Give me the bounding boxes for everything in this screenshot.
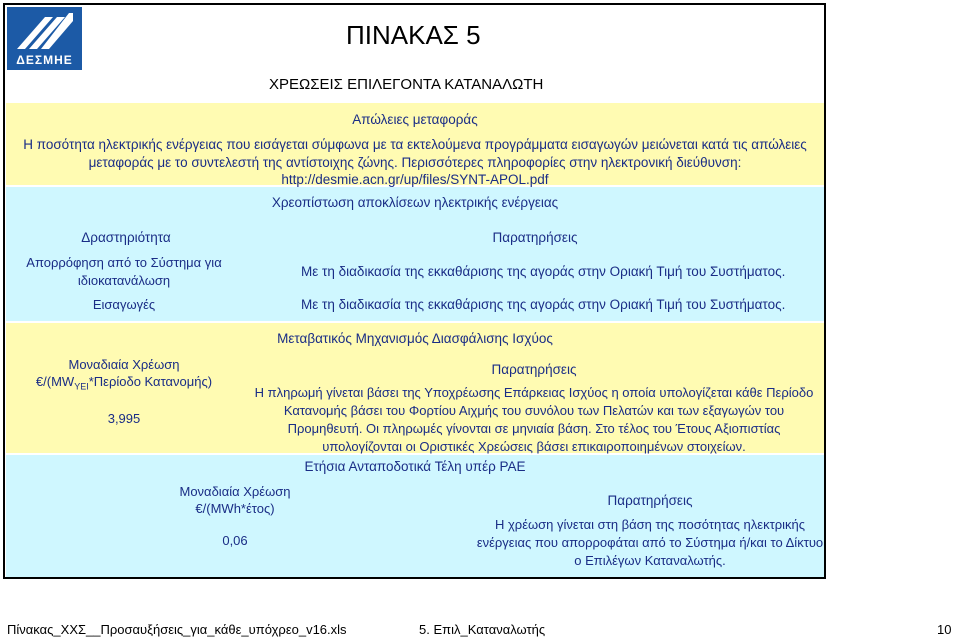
imbalance-heading: Χρεοπίστωση αποκλίσεων ηλεκτρικής ενέργειας <box>271 195 559 210</box>
capacity-unit-label: Μοναδιαία Χρέωση <box>68 357 180 372</box>
capacity-remarks: Η πληρωμή γίνεται βάσει της Υποχρέωσης Επάρκειας Ισχύος η οποία υπολογίζεται κάθε Περίοδο Κατανομής βάσει του Φορτίου Αιχμής του συνόλου των Πελατών και των εξαγωγών του Προμηθευτή. Οι πληρωμές γίνονται σε μηνιαία βάση. Στο τέλος του Έτους Αξιοπιστίας υπολογίζονται οι Οριστικές Χρεώσεις βάσει επικαιροποιημένων στοιχείων. <box>254 385 814 454</box>
losses-heading: Απώλειες μεταφοράς <box>352 112 478 127</box>
rae-value: 0,06 <box>222 533 248 548</box>
imbalance-col-activity: Δραστηριότητα <box>81 230 171 245</box>
logo-text: ΔΕΣΜΗΕ <box>16 53 73 67</box>
rae-remarks: Η χρέωση γίνεται στη βάση της ποσότητας ηλεκτρικής ενέργειας που απορροφάται από το Σύστημα ή/και το Δίκτυο ο Επιλέγων Καταναλωτής. <box>476 517 824 568</box>
losses-link[interactable]: http://desmie.acn.gr/up/files/SYNT-APOL.pdf <box>281 172 549 187</box>
remark-imports: Με τη διαδικασία της εκκαθάρισης της αγοράς στην Οριακή Τιμή του Συστήματος. <box>301 297 786 312</box>
capacity-value: 3,995 <box>107 411 141 426</box>
rae-remarks-heading: Παρατηρήσεις <box>607 493 693 508</box>
rae-unit-label: Μοναδιαία Χρέωση <box>179 484 291 499</box>
rae-heading: Ετήσια Ανταποδοτικά Τέλη υπέρ ΡΑΕ <box>304 459 526 474</box>
rae-unit-formula: €/(MWh*έτος) <box>195 501 275 516</box>
activity-imports: Εισαγωγές <box>92 297 156 312</box>
losses-text-line2: μεταφοράς με το συντελεστή της αντίστοιχης ζώνης. Περισσότερες πληροφορίες στην ηλεκτρονική διεύθυνση: <box>88 155 742 170</box>
capacity-remarks-heading: Παρατηρήσεις <box>491 362 577 377</box>
footer-page-number: 10 <box>937 622 952 637</box>
desmie-logo <box>7 7 82 70</box>
capacity-heading: Μεταβατικός Μηχανισμός Διασφάλισης Ισχύος <box>277 331 553 346</box>
remark-selfconsumption: Με τη διαδικασία της εκκαθάρισης της αγοράς στην Οριακή Τιμή του Συστήματος. <box>301 264 786 279</box>
capacity-unit-formula: $€/(MW_{\Upsilon EI}*\Pi\varepsilon\rho ίo\delta o$ Κατανομής) <box>35 374 213 392</box>
logo-stripes-icon <box>13 13 76 53</box>
page-subtitle: ΧΡΕΩΣΕΙΣ ΕΠΙΛΕΓΟΝΤΑ ΚΑΤΑΝΑΛΩΤΗ <box>269 76 544 93</box>
page-title: ΠΙΝΑΚΑΣ 5 <box>346 20 481 50</box>
imbalance-col-remarks: Παρατηρήσεις <box>492 230 578 245</box>
losses-text-line1: Η ποσότητα ηλεκτρικής ενέργειας που εισάγεται σύμφωνα με τα εκτελούμενα προγράμματα εισαγωγών μειώνεται κατά τις απώλειες <box>23 137 807 152</box>
activity-selfconsumption: Απορρόφηση από το Σύστημα για ιδιοκατανάλωση <box>26 255 222 288</box>
footer-sheet-name: 5. Επιλ_Καταναλωτής <box>419 622 546 637</box>
footer-filename: Πίνακας_ΧΧΣ__Προσαυξήσεις_για_κάθε_υπόχρεο_v16.xls <box>7 622 347 637</box>
